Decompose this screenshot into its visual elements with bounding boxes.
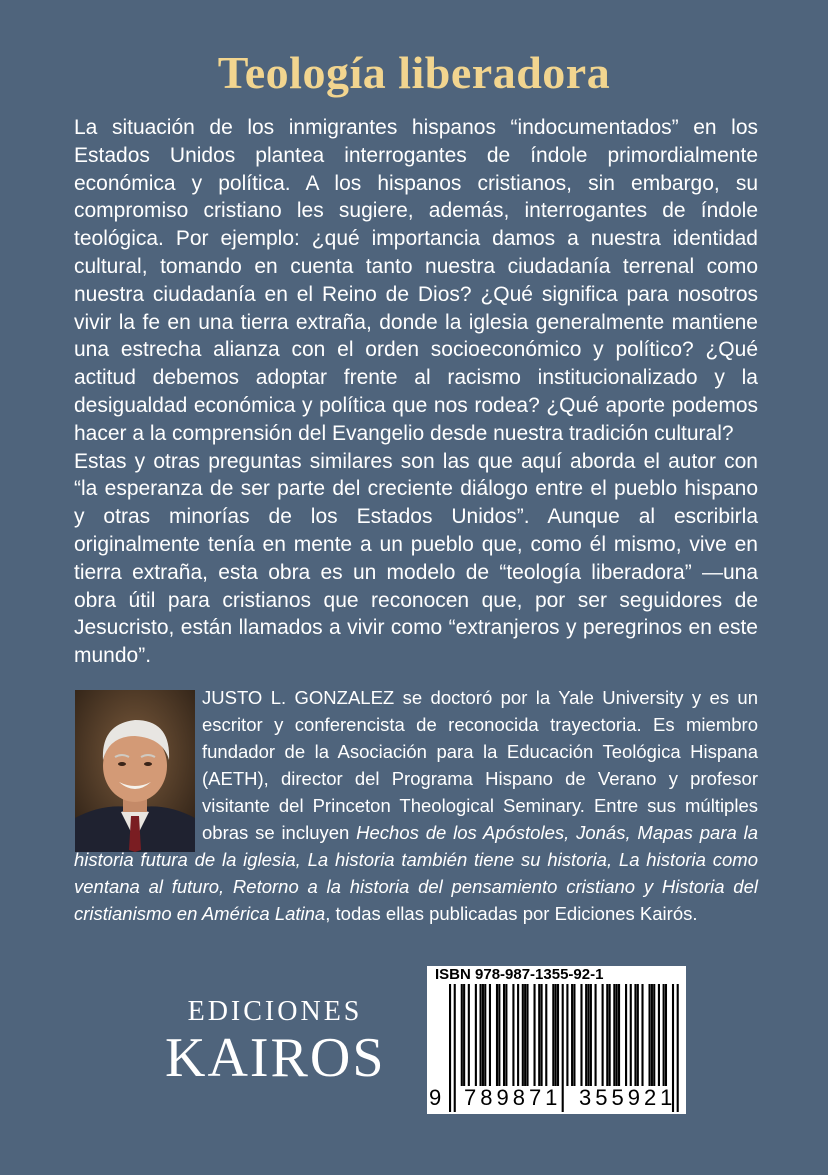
barcode-bar	[613, 984, 615, 1086]
barcode-bar	[653, 984, 655, 1086]
publisher-line-1: EDICIONES	[187, 996, 363, 1027]
barcode-bar	[625, 984, 627, 1086]
barcode-bar	[489, 984, 491, 1086]
publisher-logo	[165, 996, 386, 1089]
barcode-bar	[663, 984, 665, 1086]
barcode-bar	[651, 984, 653, 1086]
barcode-bar	[545, 984, 547, 1086]
barcode-bar	[573, 984, 575, 1086]
barcode-bar	[475, 984, 477, 1086]
barcode-digit-prefix: 9	[429, 1085, 442, 1110]
barcode-bar	[606, 984, 608, 1086]
barcode-digit-group-1: 789871	[464, 1085, 562, 1110]
barcode-bar	[541, 984, 543, 1086]
barcode-bar	[482, 984, 484, 1086]
barcode-bar	[505, 984, 507, 1086]
barcode-bar	[498, 984, 500, 1086]
barcode-bar	[587, 984, 589, 1086]
barcode-bar	[552, 984, 554, 1086]
barcode-bar	[557, 984, 559, 1086]
barcode-bar	[648, 984, 650, 1086]
blurb-paragraph-1: La situación de los inmigrantes hispanos “indocumentados” en los Estados Unidos plantea interrogantes de índole primordialmente económica y política. A los hispanos cristianos, sin embargo, su compromiso cristiano les sugiere, además, interrogantes de índole teológica. Por ejemplo: ¿qué importancia damos a nuestra identidad cultural, tomando en cuenta tanto nuestra ciudadanía terrenal como nuestra ciudadanía en el Reino de Dios? ¿Qué significa para nosotros vivir la fe en una tierra extraña, donde la iglesia generalmente mantiene una estrecha alianza con el orden socioeconómico y político? ¿Qué actitud debemos adoptar frente al racismo institucionalizado y la desigualdad económica y política que nos rodea? ¿Qué aporte podemos hacer a la comprensión del Evangelio desde nuestra tradición cultural?	[74, 116, 758, 445]
barcode-bar	[637, 984, 639, 1086]
barcode-bar	[634, 984, 636, 1086]
barcode-bar	[595, 984, 597, 1086]
author-works-list: Hechos de los Apóstoles, Jonás, Mapas para la historia futura de la iglesia, La historia también tiene su historia, La historia como ventana al futuro, Retorno a la historia del pensamiento cristiano y Historia del cristianismo en América Latina	[74, 822, 758, 924]
barcode-bar	[555, 984, 557, 1086]
barcode-bar	[496, 984, 498, 1086]
barcode-bar	[630, 984, 632, 1086]
barcode-bar	[526, 984, 528, 1086]
barcode-bar	[585, 984, 587, 1086]
barcode-bar	[468, 984, 470, 1086]
barcode-bar	[512, 984, 514, 1086]
barcode-bar	[566, 984, 568, 1086]
barcode-bar	[609, 984, 611, 1086]
author-bio-outro: , todas ellas publicadas por Ediciones Kairós.	[325, 903, 698, 924]
barcode-bar	[641, 984, 643, 1086]
barcode-bar	[463, 984, 465, 1086]
barcode-digits	[427, 1085, 686, 1111]
barcode-bar	[590, 984, 592, 1086]
barcode-bar	[517, 984, 519, 1086]
back-cover-blurb	[74, 114, 758, 670]
publisher-line-2: KAIROS	[165, 1027, 386, 1089]
barcode-bar	[665, 984, 667, 1086]
barcode-bar	[461, 984, 463, 1086]
barcode-bar	[618, 984, 620, 1086]
author-bio	[74, 684, 758, 927]
barcode-bar	[533, 984, 535, 1086]
isbn-barcode	[427, 966, 686, 1114]
barcode-bar	[602, 984, 604, 1086]
barcode-bar	[580, 984, 582, 1086]
barcode-bar	[524, 984, 526, 1086]
author-bio-intro: JUSTO L. GONZALEZ se doctoró por la Yale University y es un escritor y conferencista de reconocida trayectoria. Es miembro fundador de la Asociación para la Educación Teológica Hispana (AETH), director del Programa Hispano de Verano y profesor visitante del Princeton Theological Seminary. Entre sus múltiples obras se incluyen	[202, 687, 758, 843]
isbn-label: ISBN 978-987-1355-92-1	[435, 966, 604, 983]
barcode-bar	[571, 984, 573, 1086]
barcode-digit-group-2: 355921	[579, 1085, 677, 1110]
blurb-paragraph-2: Estas y otras preguntas similares son las que aquí aborda el autor con “la esperanza de ser parte del creciente diálogo entre el pueblo hispano y otras minorías de los Estados Unidos”. Aunque al escribirla originalmente tenía en mente a un pueblo que, como él mismo, vive en tierra extraña, esta obra es un modelo de “teología liberadora” —una obra útil para cristianos que reconocen que, por ser seguidores de Jesucristo, están llamados a vivir como “extranjeros y peregrinos en este mundo”.	[74, 449, 758, 668]
barcode-bar	[480, 984, 482, 1086]
barcode-bar	[538, 984, 540, 1086]
barcode-bar	[484, 984, 486, 1086]
book-title: Teología liberadora	[217, 47, 611, 98]
barcode-bar	[522, 984, 524, 1086]
barcode-bar	[616, 984, 618, 1086]
barcode-bar	[503, 984, 505, 1086]
barcode-bar	[658, 984, 660, 1086]
